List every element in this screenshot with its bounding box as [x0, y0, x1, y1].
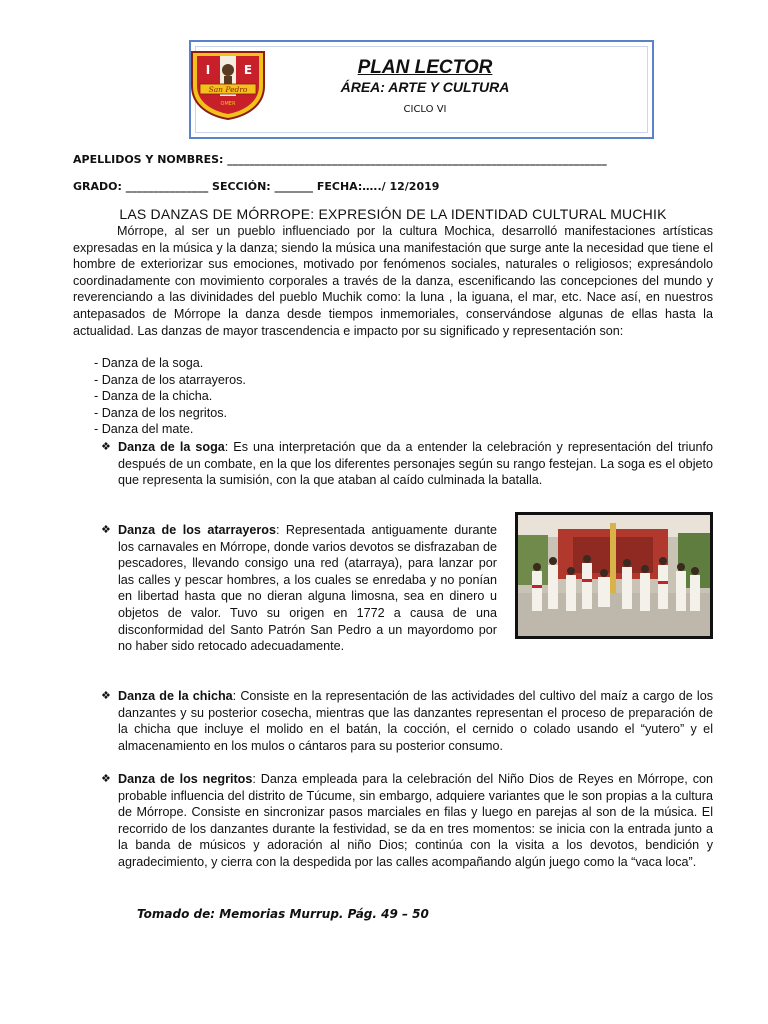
grade-section-date-line[interactable]: GRADO: _______________ SECCIÓN: _______ FECHA:…../ 12/2019 [73, 180, 440, 193]
dancers-photo [515, 512, 713, 639]
section-danza-chicha [101, 688, 713, 754]
diamond-bullet-icon: ❖ [101, 441, 111, 453]
list-item: - Danza de la soga. [94, 356, 204, 370]
crest-ribbon-text: San Pedro [208, 85, 248, 94]
school-crest-logo [186, 46, 270, 120]
section-text: : Es una interpretación que da a entender la celebración y representación del triunfo después de un combate, en la que los diferentes personajes según su rango festejan. La soga es el objeto que representa la sumisión, con la que ataban al caído culminada la batalla. [118, 440, 713, 488]
names-field-line[interactable]: APELLIDOS Y NOMBRES: _____________________________________________________________________ [73, 153, 607, 166]
section-text: : Representada antiguamente durante los carnavales en Mórrope, donde varios devotos se disfrazaban de pescadores, llevando consigo una red (atarraya), para lanzar por las calles y pescar hombres, a los cuales se enredaba y no ponían en libertad hasta que no dieran alguna limosna, sea en dinero u objetos de valor. Tuvo su origen en 1772 a causa de una disconformidad del Santo Patrón San Pedro a un mayordomo por no haber sido retocado adecuadamente. [118, 523, 497, 654]
diamond-bullet-icon: ❖ [101, 690, 111, 702]
area-subtitle: ÁREA: ARTE Y CULTURA [340, 79, 510, 95]
section-text: : Danza empleada para la celebración del Niño Dios de Reyes en Mórrope, con probable influencia del distrito de Túcume, sin embargo, adquiere variantes que le son propias a la cultura de Mórrope. Consiste en sincronizar pasos marciales en filas y luego en parejas al son de la música. El recorrido de los danzantes durante la festividad, se da en tres momentos: se inicia con la entrada junto a la banda de músicos y adoración al niño Dios; continúa con la visita a los devotos, bendición y agradecimiento, y cierra con la despedida por las calles acompañando algún juego como la “vaca loca”. [118, 772, 713, 869]
crest-bottom-text: OMER [220, 101, 236, 107]
list-item: - Danza del mate. [94, 422, 194, 437]
section-heading: Danza de la soga [118, 440, 225, 454]
section-text: : Consiste en la representación de las actividades del cultivo del maíz a cargo de los danzantes y su posterior cosecha, mientras que las danzantes representan el proceso de preparación de la chicha que incluye el molido en el batán, la cocción, el cernido o colado usando el “yutero” y el almacenamiento en los mulos o cántaros para su posterior consumo. [118, 689, 713, 753]
ciclo-label: CICLO VI [403, 104, 447, 115]
section-danza-negritos [101, 771, 713, 871]
section-danza-atarrayeros [101, 522, 497, 655]
section-heading: Danza de la chicha [118, 689, 233, 703]
reading-title: LAS DANZAS DE MÓRROPE: EXPRESIÓN DE LA IDENTIDAD CULTURAL MUCHIK [119, 206, 667, 222]
section-heading: Danza de los negritos [118, 772, 253, 786]
list-item: - Danza de los negritos. [94, 405, 228, 420]
list-item: - Danza de la chicha. [94, 389, 213, 404]
list-item: - Danza de los atarrayeros. [94, 372, 246, 387]
page-title: PLAN LECTOR [357, 57, 493, 78]
crest-letter-left: I [205, 63, 211, 77]
diamond-bullet-icon: ❖ [101, 524, 111, 536]
section-danza-soga [101, 439, 713, 489]
source-citation: Tomado de: Memorias Murrup. Pág. 49 – 50 [137, 907, 429, 921]
dance-list [94, 355, 246, 438]
section-heading: Danza de los atarrayeros [118, 523, 276, 537]
intro-paragraph: Mórrope, al ser un pueblo influenciado por la cultura Mochica, desarrolló manifestaciones artísticas expresadas en la música y la danza; siendo la música una manifestación que surge ante la necesidad que tiene el hombre de exteriorizar sus emociones, motivado por fenómenos sociales, naturales o religiosos; expresándolo coordinadamente con movimiento corporales a través de la danza, escenificando las concepciones del mundo y reverenciando a las divinidades del pueblo Muchik como: la luna , la iguana, el mar, etc. Nace así, en nuestros antepasados de Mórrope la danza desde tiempos inmemoriales, conservándose algunas de ellas hasta la actualidad. Las danzas de mayor trascendencia e impacto por su significado y representación son: [73, 224, 713, 338]
crest-letter-right: E [243, 63, 253, 77]
diamond-bullet-icon: ❖ [101, 773, 111, 785]
